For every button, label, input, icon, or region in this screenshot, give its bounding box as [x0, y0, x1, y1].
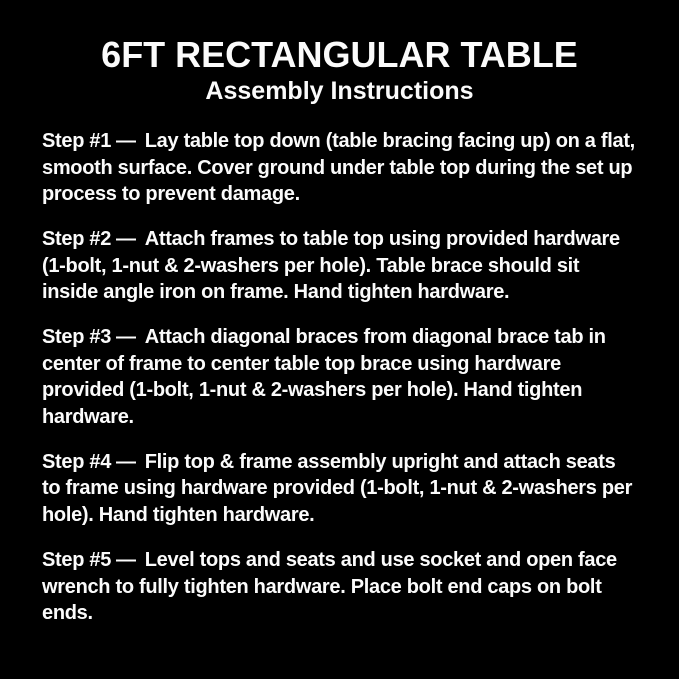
step-item-3: [42, 324, 637, 430]
step-label: Step #1: [42, 130, 112, 153]
instructions-list: [0, 106, 679, 626]
step-item-1: [42, 128, 637, 207]
step-text: Lay table top down (table bracing facing up) on a flat, smooth surface. Cover ground under table top during the set up process to prevent damage.: [42, 130, 635, 205]
em-dash: —: [116, 326, 136, 349]
step-text: Flip top & frame assembly upright and attach seats to frame using hardware provided (1-bolt, 1-nut & 2-washers per hole). Hand tighten hardware.: [42, 451, 633, 526]
step-item-5: [42, 547, 637, 626]
step-label: Step #3: [42, 326, 112, 349]
step-label: Step #4: [42, 451, 112, 474]
em-dash: —: [116, 228, 136, 251]
step-label: Step #5: [42, 549, 112, 572]
em-dash: —: [116, 451, 136, 474]
step-label: Step #2: [42, 228, 112, 251]
step-text: Level tops and seats and use socket and open face wrench to fully tighten hardware. Place bolt end caps on bolt ends.: [42, 549, 617, 624]
step-item-2: [42, 226, 637, 305]
step-text: Attach frames to table top using provided hardware (1-bolt, 1-nut & 2-washers per hole). Table brace should sit inside angle iron on frame. Hand tighten hardware.: [42, 228, 620, 304]
step-item-4: [42, 449, 637, 528]
em-dash: —: [116, 549, 136, 572]
header: [0, 0, 679, 106]
page-subtitle: Assembly Instructions: [205, 77, 474, 106]
page-title: 6FT RECTANGULAR TABLE: [101, 34, 578, 75]
em-dash: —: [116, 130, 136, 153]
step-text: Attach diagonal braces from diagonal brace tab in center of frame to center table top brace using hardware provided (1-bolt, 1-nut & 2-washers per hole). Hand tighten hardware.: [42, 326, 606, 428]
